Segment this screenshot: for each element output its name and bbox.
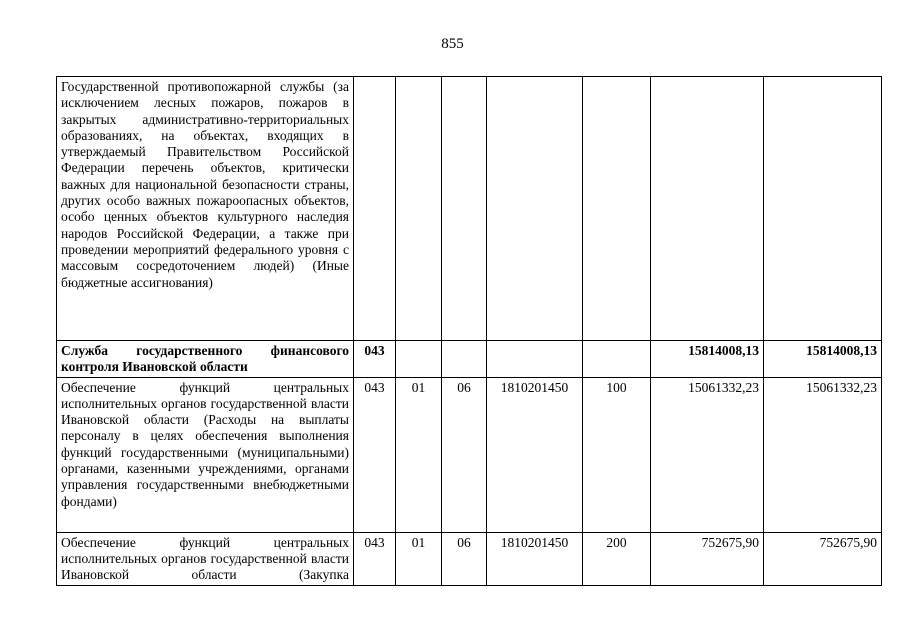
- row-code: 043: [354, 377, 396, 532]
- table-row: [57, 77, 882, 341]
- row-code: 043: [354, 532, 396, 585]
- row-subsection: [442, 341, 487, 378]
- table-row: [57, 341, 882, 378]
- row-section: 01: [396, 377, 442, 532]
- row-amount-1: 15061332,23: [651, 377, 764, 532]
- row-target: [487, 341, 583, 378]
- row-code: [354, 77, 396, 341]
- row-section: [396, 341, 442, 378]
- row-amount-2: 15814008,13: [764, 341, 882, 378]
- row-subsection: 06: [442, 377, 487, 532]
- row-target: [487, 77, 583, 341]
- row-name: Государственной противопожарной службы (за исключением лесных пожаров, пожаров в закрытых административно-территориальных образованиях, на объектах, входящих в утверждаемый Правительством Российской Федерации перечень объектов, критически важных для национальной безопасности страны, других особо важных пожароопасных объектов, особо ценных объектов культурного наследия народов Российской Федерации, а также при проведении мероприятий федерального уровня с массовым сосредоточением людей) (Иные бюджетные ассигнования): [57, 77, 354, 341]
- row-amount-1: 752675,90: [651, 532, 764, 585]
- row-section: [396, 77, 442, 341]
- row-amount-2: [764, 77, 882, 341]
- row-expense-type: [583, 341, 651, 378]
- row-amount-1: 15814008,13: [651, 341, 764, 378]
- row-amount-2: 15061332,23: [764, 377, 882, 532]
- row-target: 1810201450: [487, 377, 583, 532]
- page-number: 855: [441, 36, 464, 52]
- row-expense-type: 100: [583, 377, 651, 532]
- row-expense-type: 200: [583, 532, 651, 585]
- row-amount-1: [651, 77, 764, 341]
- table-row: [57, 532, 882, 585]
- row-subsection: 06: [442, 532, 487, 585]
- row-subsection: [442, 77, 487, 341]
- budget-table: [56, 76, 882, 586]
- row-name: Служба государственного финансового контроля Ивановской области: [57, 341, 354, 378]
- row-section: 01: [396, 532, 442, 585]
- row-target: 1810201450: [487, 532, 583, 585]
- row-name: Обеспечение функций центральных исполнительных органов государственной власти Ивановской области (Расходы на выплаты персоналу в целях обеспечения выполнения функций государственными (муниципальными) органами, казенными учреждениями, органами управления государственными внебюджетными фондами): [57, 377, 354, 532]
- table-row: [57, 377, 882, 532]
- row-amount-2: 752675,90: [764, 532, 882, 585]
- row-expense-type: [583, 77, 651, 341]
- row-code: 043: [354, 341, 396, 378]
- row-name: Обеспечение функций центральных исполнительных органов государственной власти Ивановской области (Закупка: [57, 532, 354, 585]
